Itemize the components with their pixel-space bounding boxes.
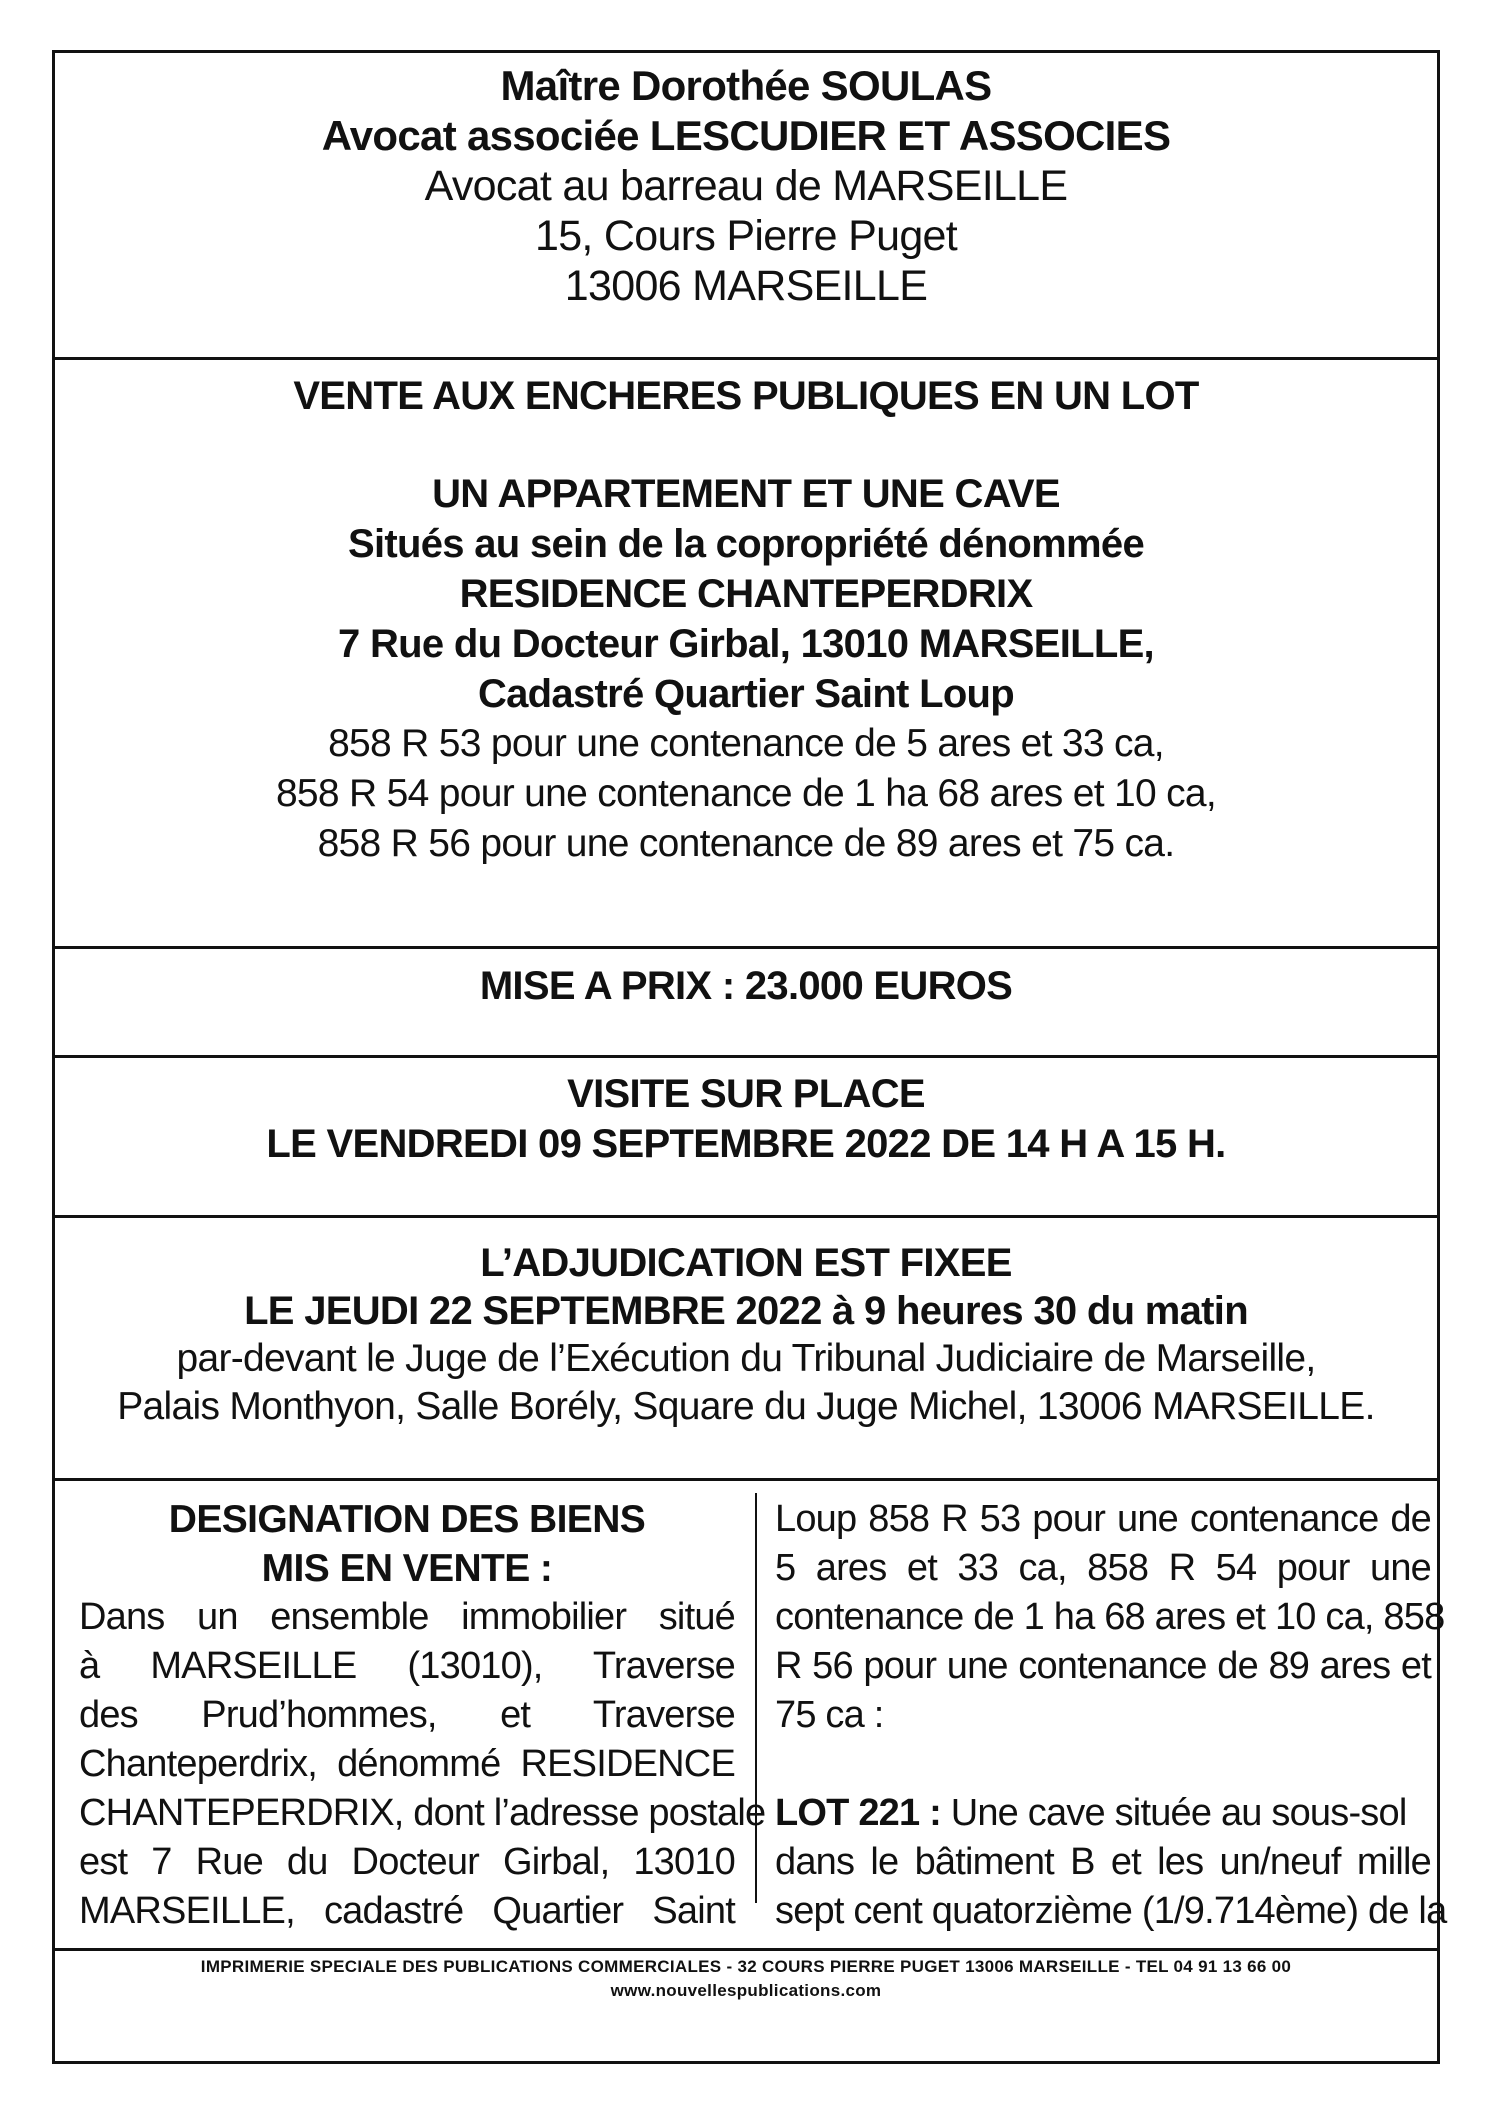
sale-object: UN APPARTEMENT ET UNE CAVE (432, 472, 1060, 516)
adjudication-title: L’ADJUDICATION EST FIXEE (480, 1241, 1012, 1285)
designation-line: 5 ares et 33 ca, 858 R 54 pour une (775, 1547, 1431, 1589)
designation-line: sept cent quatorzième (1/9.714ème) de la (775, 1890, 1447, 1932)
visit-section (55, 1069, 1437, 1169)
section-divider (55, 1055, 1437, 1058)
website-link[interactable]: www.nouvellespublications.com (610, 1981, 882, 2000)
section-divider (55, 357, 1437, 360)
adjudication-date: LE JEUDI 22 SEPTEMBRE 2022 à 9 heures 30 du matin (244, 1289, 1248, 1333)
sale-address: 7 Rue du Docteur Girbal, 13010 MARSEILLE, (338, 622, 1154, 666)
designation-line: contenance de 1 ha 68 ares et 10 ca, 858 (775, 1596, 1445, 1638)
visit-title: VISITE SUR PLACE (567, 1072, 925, 1116)
designation-heading: DESIGNATION DES BIENS (168, 1498, 646, 1541)
designation-line: dans le bâtiment B et les un/neuf mille (775, 1841, 1431, 1883)
designation-line: des Prud’hommes, et Traverse (79, 1694, 735, 1736)
printer-footer (55, 1955, 1437, 2003)
sale-cadastre: Cadastré Quartier Saint Loup (477, 672, 1015, 716)
parcel-line: 858 R 56 pour une contenance de 89 ares et 75 ca. (317, 822, 1175, 865)
parcel-line: 858 R 54 pour une contenance de 1 ha 68 ares et 10 ca, (275, 772, 1217, 815)
lawyer-city: 13006 MARSEILLE (564, 262, 928, 310)
designation-right-column (775, 1495, 1447, 1936)
section-divider (55, 1478, 1437, 1481)
adjudication-venue: Palais Monthyon, Salle Borély, Square du Juge Michel, 13006 MARSEILLE. (117, 1385, 1375, 1428)
starting-price: MISE A PRIX : 23.000 EUROS (479, 964, 1013, 1008)
designation-line: est 7 Rue du Docteur Girbal, 13010 (79, 1841, 735, 1883)
sale-section (55, 371, 1437, 869)
price-section (55, 961, 1437, 1011)
section-divider (55, 1215, 1437, 1218)
printer-info: IMPRIMERIE SPECIALE DES PUBLICATIONS COMMERCIALES - 32 COURS PIERRE PUGET 13006 MARSEILLE - TEL 04 91 13 66 00 (200, 1957, 1292, 1976)
designation-line: 75 ca : (775, 1694, 884, 1736)
designation-line: à MARSEILLE (13010), Traverse (79, 1645, 735, 1687)
spacer (775, 1740, 1431, 1789)
lot-label: LOT 221 : (775, 1792, 941, 1834)
spacer (55, 421, 1437, 469)
notice-frame (52, 50, 1447, 2064)
designation-line: Dans un ensemble immobilier situé (79, 1596, 735, 1638)
adjudication-section (55, 1239, 1437, 1431)
sale-residence: RESIDENCE CHANTEPERDRIX (459, 572, 1033, 616)
column-divider (755, 1493, 757, 1903)
designation-line: Loup 858 R 53 pour une contenance de (775, 1498, 1431, 1540)
visit-date: LE VENDREDI 09 SEPTEMBRE 2022 DE 14 H A 15 H. (266, 1122, 1226, 1166)
lawyer-street: 15, Cours Pierre Puget (535, 212, 957, 260)
sale-title: VENTE AUX ENCHERES PUBLIQUES EN UN LOT (293, 374, 1199, 418)
lawyer-bar: Avocat au barreau de MARSEILLE (424, 162, 1068, 210)
lot-text: Une cave située au sous-sol (940, 1792, 1407, 1834)
designation-line: CHANTEPERDRIX, dont l’adresse postale (79, 1792, 766, 1834)
designation-heading: MIS EN VENTE : (261, 1547, 553, 1590)
lot-line (775, 1789, 1431, 1838)
lawyer-firm: Avocat associée LESCUDIER ET ASSOCIES (321, 112, 1171, 159)
designation-line: MARSEILLE, cadastré Quartier Saint (79, 1890, 735, 1932)
sale-within: Situés au sein de la copropriété dénommée (348, 522, 1144, 566)
section-divider (55, 946, 1437, 949)
section-divider (55, 1948, 1437, 1951)
lawyer-header (55, 61, 1437, 311)
designation-line: R 56 pour une contenance de 89 ares et (775, 1645, 1431, 1687)
designation-line: Chanteperdrix, dénommé RESIDENCE (79, 1743, 735, 1785)
adjudication-court: par-devant le Juge de l’Exécution du Tribunal Judiciaire de Marseille, (176, 1337, 1316, 1380)
parcel-line: 858 R 53 pour une contenance de 5 ares et 33 ca, (328, 722, 1164, 765)
lawyer-name: Maître Dorothée SOULAS (500, 62, 992, 109)
designation-left-column (79, 1495, 766, 1936)
